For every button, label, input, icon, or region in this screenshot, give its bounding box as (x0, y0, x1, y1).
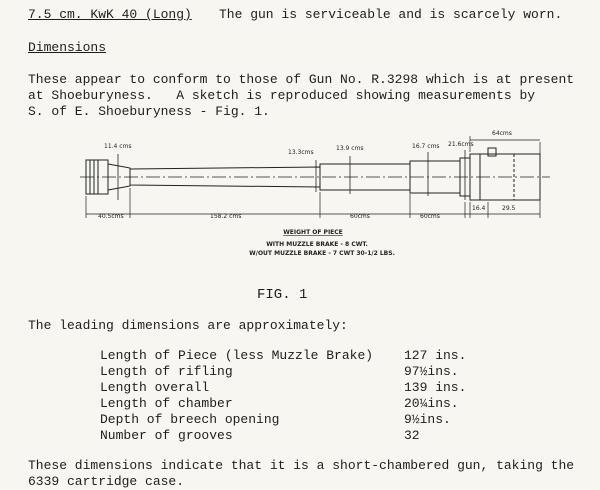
row-value: 97½ins. (404, 364, 459, 379)
dim-label-64: 64cms (492, 130, 512, 137)
leading-dimensions-text: The leading dimensions are approximately: (28, 318, 348, 333)
row-label: Length of rifling (100, 364, 233, 379)
intro-line-2: at Shoeburyness. A sketch is reproduced showing measurements by (28, 88, 536, 103)
row-label: Depth of breech opening (100, 412, 280, 427)
dim-label-21-6: 21.6cms (448, 141, 474, 148)
row-label: Number of grooves (100, 428, 233, 443)
conclusion-line-2: 6339 cartridge case. (28, 474, 185, 489)
intro-line-1: These appear to conform to those of Gun No. R.3298 which is at present (28, 72, 575, 87)
len-label-60-a: 60cms (350, 213, 370, 220)
conclusion-line-1: These dimensions indicate that it is a short-chambered gun, taking the (28, 458, 575, 473)
row-value: 32 (404, 428, 420, 443)
row-label: Length of chamber (100, 396, 233, 411)
row-value: 9½ins. (404, 412, 451, 427)
dim-label-13-9: 13.9 cms (336, 145, 364, 152)
gun-name: 7.5 cm. KwK 40 (Long) (28, 7, 192, 22)
gun-status: The gun is serviceable and is scarcely worn. (219, 7, 563, 22)
row-value: 20¼ins. (404, 396, 459, 411)
table-row (100, 412, 520, 428)
gun-sketch (60, 122, 580, 272)
len-label-60-b: 60cms (420, 213, 440, 220)
intro-line-3: S. of E. Shoeburyness - Fig. 1. (28, 104, 270, 119)
row-value: 127 ins. (404, 348, 467, 363)
weight-with-brake: WITH MUZZLE BRAKE - 8 CWT. (266, 241, 368, 248)
len-label-29-5: 29.5 (502, 205, 516, 212)
row-value: 139 ins. (404, 380, 467, 395)
dimensions-heading: Dimensions (28, 40, 107, 55)
dim-label-11-4: 11.4 cms (104, 143, 132, 150)
dim-label-16-7: 16.7 cms (412, 143, 440, 150)
weight-without-brake: W/OUT MUZZLE BRAKE - 7 CWT 30-1/2 LBS. (249, 250, 395, 257)
table-row (100, 396, 520, 412)
table-row (100, 428, 520, 444)
len-label-158-2: 158.2 cms (210, 213, 242, 220)
dim-label-13-3: 13.3cms (288, 149, 314, 156)
row-label: Length of Piece (less Muzzle Brake) (100, 348, 374, 363)
weight-title: WEIGHT OF PIECE (283, 229, 343, 236)
row-label: Length overall (100, 380, 210, 395)
table-row (100, 348, 520, 364)
len-label-16-4: 16.4 (472, 205, 486, 212)
figure-caption: FIG. 1 (257, 287, 308, 303)
table-row (100, 380, 520, 396)
len-label-40-5: 40.5cms (98, 213, 124, 220)
table-row (100, 364, 520, 380)
